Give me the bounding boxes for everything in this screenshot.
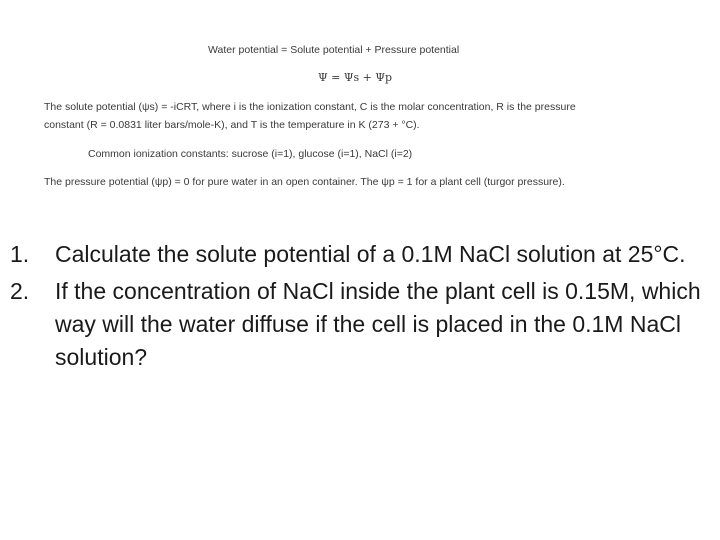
- question-item: [10, 238, 710, 271]
- solute-potential-definition-line-2: constant (R = 0.0831 liter bars/mole-K), and T is the temperature in K (273 + °C).: [44, 119, 420, 131]
- figure-title: Water potential = Solute potential + Pressure potential: [208, 44, 460, 56]
- solute-potential-definition-line-1: The solute potential (ψs) = -iCRT, where i is the ionization constant, C is the molar concentration, R is the pressure: [44, 101, 576, 113]
- ionization-constants-line: Common ionization constants: sucrose (i=1), glucose (i=1), NaCl (i=2): [88, 148, 413, 160]
- question-list: [10, 238, 710, 378]
- question-text: If the concentration of NaCl inside the plant cell is 0.15M, which way will the water diffuse if the cell is placed in the 0.1M NaCl solution?: [55, 278, 701, 370]
- question-item: [10, 275, 710, 374]
- pressure-potential-definition: The pressure potential (ψp) = 0 for pure water in an open container. The ψp = 1 for a plant cell (turgor pressure).: [44, 176, 565, 188]
- water-potential-equation: Ψ = Ψs + Ψp: [318, 71, 393, 84]
- question-number: 1.: [10, 241, 30, 267]
- question-number: 2.: [10, 278, 30, 304]
- question-text: Calculate the solute potential of a 0.1M NaCl solution at 25°C.: [55, 241, 686, 267]
- water-potential-reference-figure: [0, 0, 720, 200]
